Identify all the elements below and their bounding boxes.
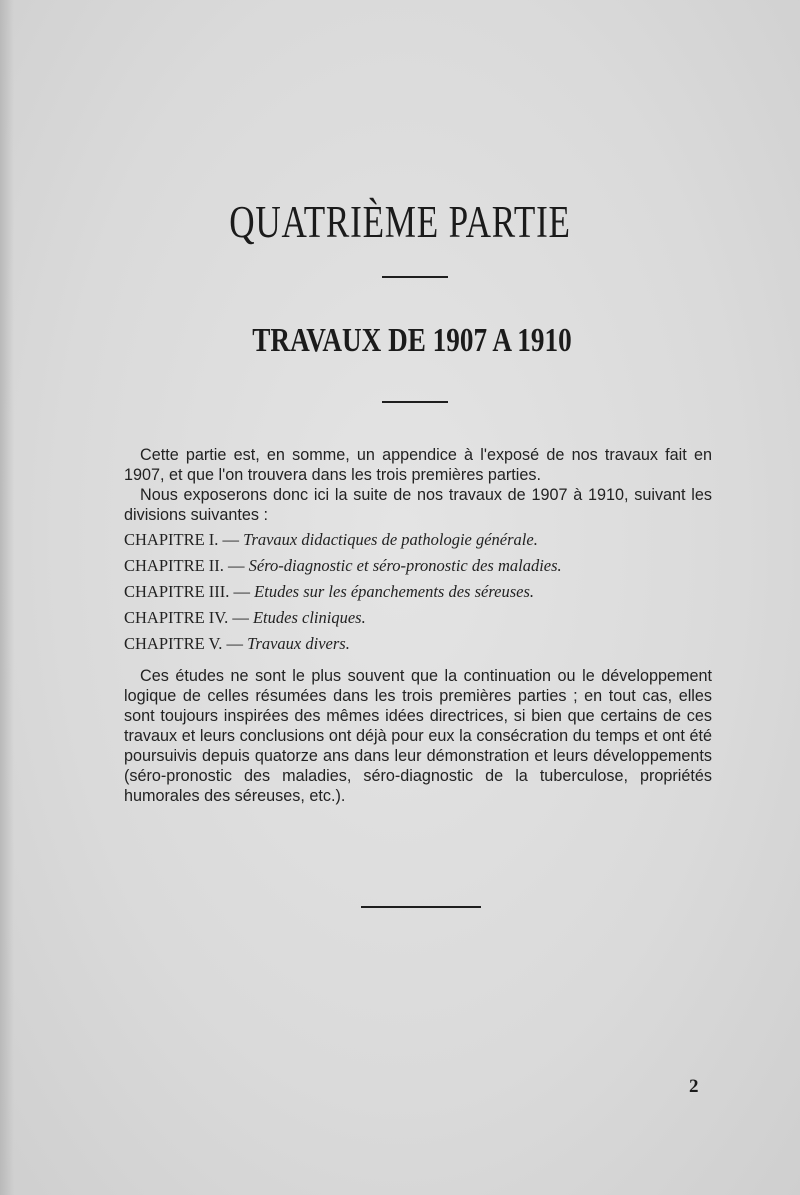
title-divider <box>382 276 448 278</box>
subtitle-divider <box>382 401 448 403</box>
chapter-label: CHAPITRE II. — <box>124 556 245 575</box>
end-divider <box>361 906 481 908</box>
chapter-label: CHAPITRE I. — <box>124 530 240 549</box>
closing-paragraph: Ces études ne sont le plus souvent que la continuation ou le développement logique de celles résumées dans les trois premières parties ; en tout cas, elles sont toujours inspirées des mêmes idées directrices, si bien que certains de ces travaux et leurs conclusions ont déjà pour eux la consécration du temps et ont été poursuivis depuis quatorze ans dans leur démonstration et leurs développements (séro-pronostic des maladies, séro-diagnostic de la tuberculose, propriétés humorales des séreuses, etc.). <box>124 667 712 805</box>
chapter-label: CHAPITRE IV. — <box>124 608 249 627</box>
chapter-item <box>124 556 724 582</box>
chapter-list <box>124 530 724 660</box>
chapter-item <box>124 634 724 660</box>
chapter-item <box>124 530 724 556</box>
divisions-paragraph: Nous exposerons donc ici la suite de nos travaux de 1907 à 1910, suivant les divisions suivantes : <box>124 486 712 524</box>
intro-paragraph: Cette partie est, en somme, un appendice à l'exposé de nos travaux fait en 1907, et que l'on trouvera dans les trois premières parties. <box>124 446 712 484</box>
chapter-item <box>124 582 724 608</box>
chapter-title: Travaux didactiques de pathologie générale. <box>243 530 538 549</box>
chapter-item <box>124 608 724 634</box>
part-title: QUATRIÈME PARTIE <box>229 197 571 247</box>
chapter-title: Etudes cliniques. <box>252 608 366 627</box>
chapter-title: Séro-diagnostic et séro-pronostic des maladies. <box>248 556 562 575</box>
chapter-title: Travaux divers. <box>247 634 350 653</box>
page-edge-shadow <box>0 0 14 1195</box>
page-number: 2 <box>689 1076 699 1097</box>
chapter-title: Etudes sur les épanchements des séreuses. <box>254 582 534 601</box>
chapter-label: CHAPITRE V. — <box>124 634 244 653</box>
section-subtitle: TRAVAUX DE 1907 A 1910 <box>252 322 572 359</box>
chapter-label: CHAPITRE III. — <box>124 582 251 601</box>
